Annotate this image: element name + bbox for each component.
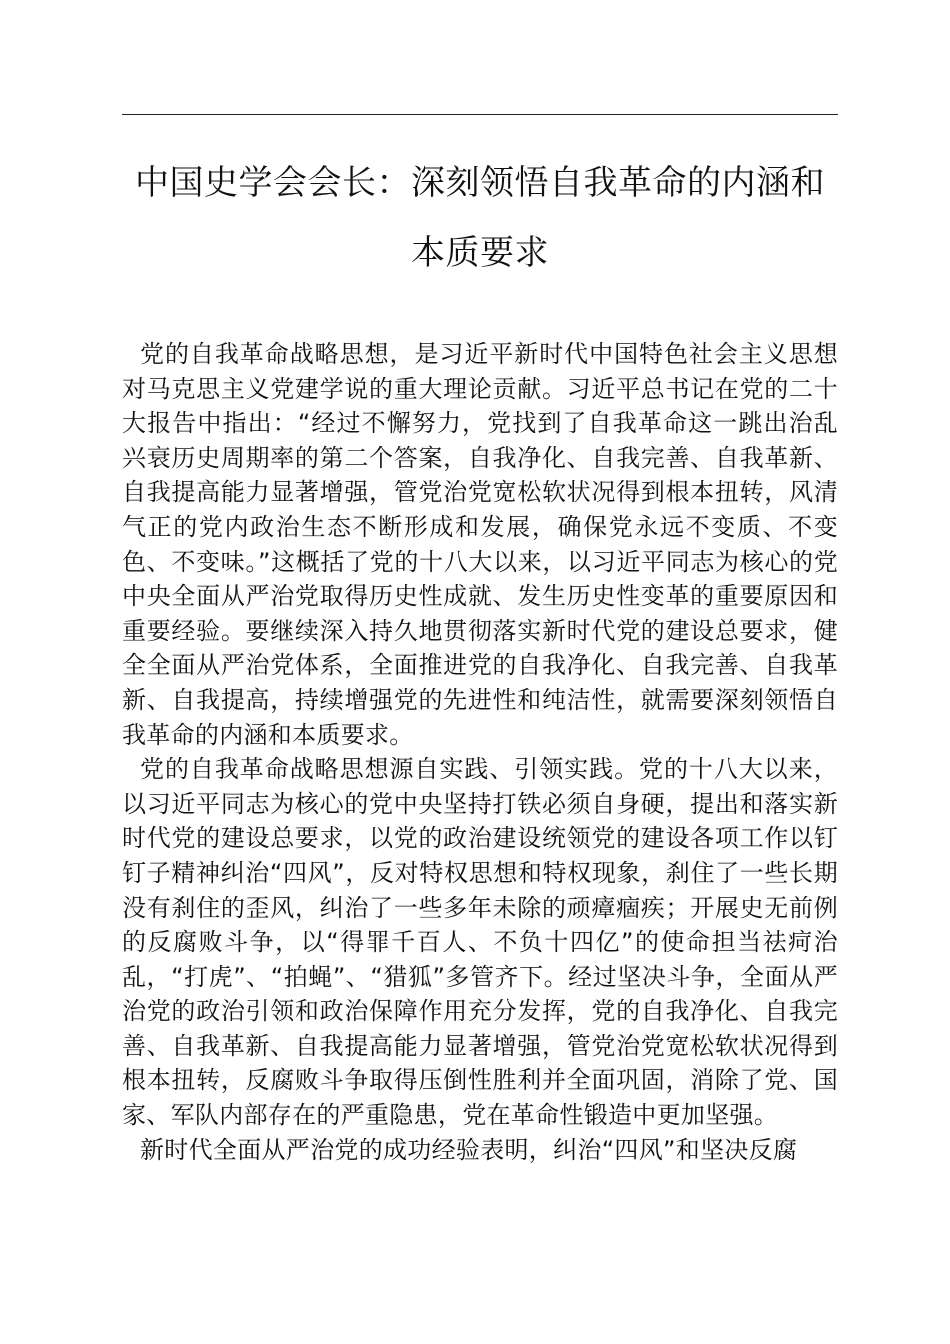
paragraph-1: 党的自我革命战略思想，是习近平新时代中国特色社会主义思想对马克思主义党建学说的重大理论贡献。习近平总书记在党的二十大报告中指出：“经过不懈努力，党找到了自我革命这一跳出治乱兴衰历史周期率的第二个答案，自我净化、自我完善、自我革新、自我提高能力显著增强，管党治党宽松软状况得到根本扭转，风清气正的党内政治生态不断形成和发展，确保党永远不变质、不变色、不变味。”这概括了党的十八大以来，以习近平同志为核心的党中央全面从严治党取得历史性成就、发生历史性变革的重要原因和重要经验。要继续深入持久地贯彻落实新时代党的建设总要求，健全全面从严治党体系，全面推进党的自我净化、自我完善、自我革新、自我提高，持续增强党的先进性和纯洁性，就需要深刻领悟自我革命的内涵和本质要求。 <box>122 340 838 749</box>
header-rule <box>122 114 838 115</box>
paragraph-2: 党的自我革命战略思想源自实践、引领实践。党的十八大以来，以习近平同志为核心的党中央坚持打铁必须自身硬，提出和落实新时代党的建设总要求，以党的政治建设统领党的建设各项工作以钉钉子精神纠治“四风”，反对特权思想和特权现象，刹住了一些长期没有刹住的歪风，纠治了一些多年未除的顽瘴痼疾；开展史无前例的反腐败斗争，以“得罪千百人、不负十四亿”的使命担当祛疴治乱，“打虎”、“拍蝇”、“猎狐”多管齐下。经过坚决斗争，全面从严治党的政治引领和政治保障作用充分发挥，党的自我净化、自我完善、自我革新、自我提高能力显著增强，管党治党宽松软状况得到根本扭转，反腐败斗争取得压倒性胜利并全面巩固，消除了党、国家、军队内部存在的严重隐患，党在革命性锻造中更加坚强。 <box>122 755 838 1130</box>
title-line-1: 中国史学会会长：深刻领悟自我革命的内涵和 <box>135 163 825 203</box>
paragraph-3: 新时代全面从严治党的成功经验表明，纠治“四风”和坚决反腐 <box>140 1135 798 1164</box>
page-title <box>122 148 838 288</box>
article-body <box>122 337 838 1167</box>
title-line-2: 本质要求 <box>411 233 549 273</box>
